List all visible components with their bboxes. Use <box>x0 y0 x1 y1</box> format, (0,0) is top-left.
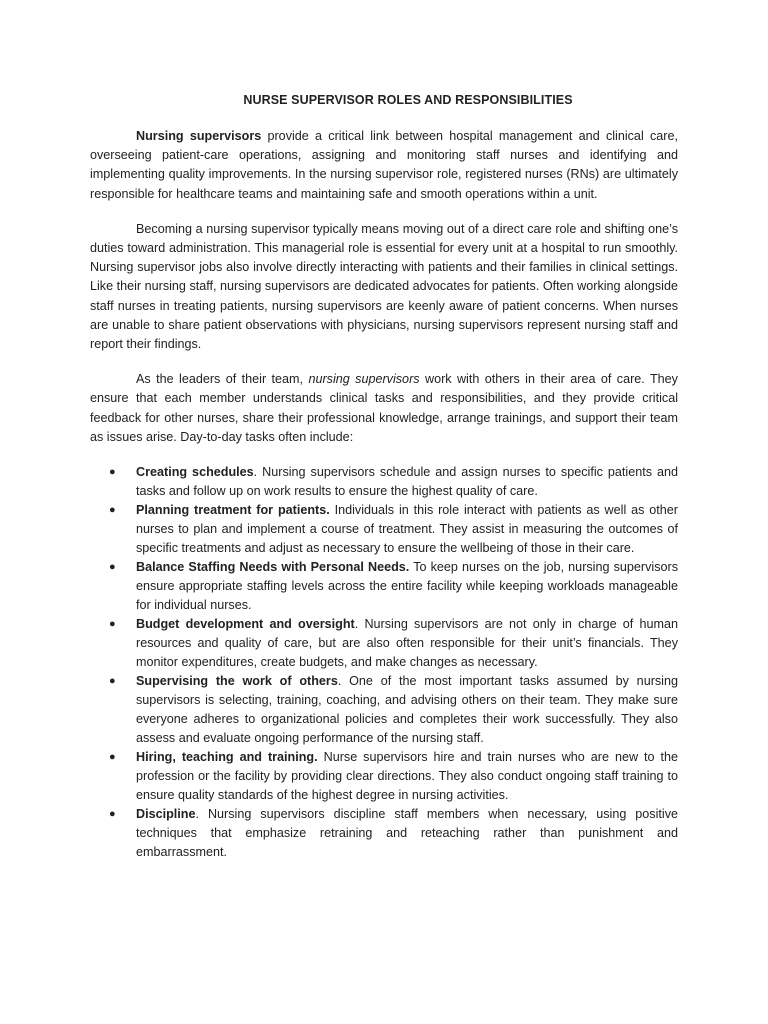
bullet-icon: ● <box>109 618 116 631</box>
list-item <box>109 748 678 805</box>
task-text: . One of the most important tasks assumed by nursing supervisors is selecting, training, coaching, and advising others on their team. They make sure everyone adheres to organizational policies and completes their work successfully. They also assess and evaluate ongoing performance of the nursing staff. <box>136 674 678 746</box>
bullet-icon: ● <box>109 561 116 574</box>
bullet-icon: ● <box>109 751 116 764</box>
bullet-icon: ● <box>109 504 116 517</box>
intro-bold-lead: Nursing supervisors <box>136 129 262 143</box>
task-list <box>90 463 678 862</box>
page-title: NURSE SUPERVISOR ROLES AND RESPONSIBILITIES <box>243 93 573 107</box>
paragraph-leaders <box>90 370 678 447</box>
list-item <box>109 463 678 501</box>
task-bold: Hiring, teaching and training. <box>136 750 318 765</box>
task-text: . Nursing supervisors discipline staff members when necessary, using positive techniques that emphasize retraining and reteaching rather than punishment and embarrassment. <box>136 807 678 860</box>
task-text: . Nursing supervisors schedule and assign nurses to specific patients and tasks and follow up on work results to ensure the highest quality of care. <box>136 465 678 499</box>
role-text: Becoming a nursing supervisor typically means moving out of a direct care role and shifting one’s duties toward administration. This managerial role is essential for every unit at a hospital to run smoothly. Nursing supervisor jobs also involve directly interacting with patients and their families in clinical settings. Like their nursing staff, nursing supervisors are dedicated advocates for patients. Often working alongside staff nurses in treating patients, nursing supervisors are keenly aware of patient concerns. When nurses are unable to share patient observations with physicians, nursing supervisors represent nursing staff and report their findings. <box>90 221 678 352</box>
task-bold: Planning treatment for patients. <box>136 503 330 518</box>
bullet-icon: ● <box>109 466 116 479</box>
list-item <box>109 615 679 672</box>
leaders-italic: nursing supervisors <box>308 372 420 387</box>
bullet-icon: ● <box>109 808 116 821</box>
task-bold: Creating schedules <box>136 465 254 480</box>
leaders-text-after: work with others in their area of care. They ensure that each member understands clinical tasks and responsibilities, and they provide critical feedback for other nurses, share their professional knowledge, arrange trainings, and support their team as issues arise. Day-to-day tasks often include: <box>90 372 678 444</box>
paragraph-role <box>90 220 678 354</box>
paragraph-intro <box>90 127 678 204</box>
list-item <box>109 501 678 558</box>
list-item <box>109 672 678 748</box>
task-text: . Nursing supervisors are not only in charge of human resources and quality of care, but are also often responsible for their unit’s financials. They monitor expenditures, create budgets, and make changes as necessary. <box>136 617 679 670</box>
task-bold: Supervising the work of others <box>136 674 338 689</box>
task-bold: Discipline <box>136 807 196 822</box>
task-text: Nurse supervisors hire and train nurses who are new to the profession or the facility by providing clear directions. They also conduct ongoing staff training to ensure quality standards of the highest degree in nursing activities. <box>136 750 678 803</box>
task-bold: Budget development and oversight <box>136 617 355 632</box>
bullet-icon: ● <box>109 675 116 688</box>
task-text: To keep nurses on the job, nursing supervisors ensure appropriate staffing levels across the entire facility while keeping workloads manageable for individual nurses. <box>136 560 679 613</box>
intro-text: provide a critical link between hospital management and clinical care, overseeing patient-care operations, assigning and monitoring staff nurses and identifying and implementing quality improvements. In the nursing supervisor role, registered nurses (RNs) are ultimately responsible for healthcare teams and maintaining safe and smooth operations within a unit. <box>90 129 678 201</box>
leaders-text-before: As the leaders of their team, <box>136 372 309 387</box>
list-item <box>109 558 679 615</box>
task-text: Individuals in this role interact with patients as well as other nurses to plan and implement a course of treatment. They assist in measuring the outcomes of specific treatments and adjust as necessary to ensure the wellbeing of those in their care. <box>136 503 678 556</box>
task-bold: Balance Staffing Needs with Personal Needs. <box>136 560 410 575</box>
list-item <box>109 805 678 862</box>
